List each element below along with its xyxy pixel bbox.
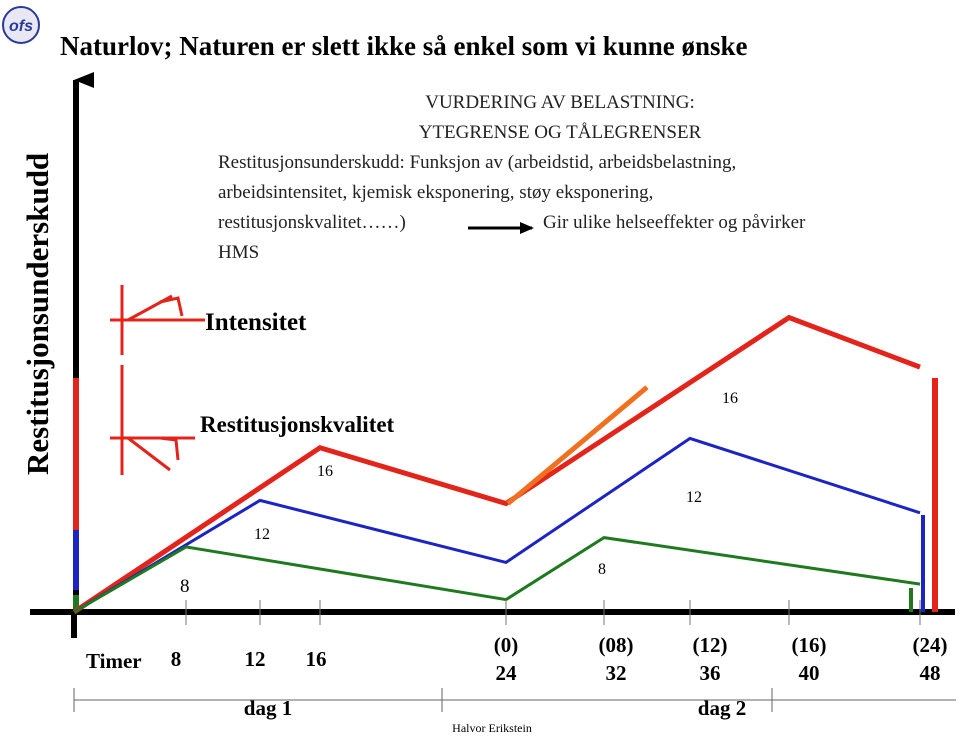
body-line-1: VURDERING AV BELASTNING:	[425, 92, 695, 113]
label-blue-peak2: 12	[686, 489, 702, 506]
label-red-peak2: 16	[722, 390, 738, 407]
author-credit: Halvor Erikstein	[452, 721, 532, 735]
x-tick-top-0: (0)	[494, 633, 519, 657]
x-tick-label-12: 12	[245, 647, 266, 671]
logo-text: ofs	[9, 18, 33, 35]
description-text	[218, 92, 806, 263]
legend-intensitet: Intensitet	[205, 309, 307, 336]
x-tick-bottom-1: 32	[606, 661, 627, 685]
series-line-16	[74, 318, 920, 613]
x-tick-bottom-3: 40	[799, 661, 820, 685]
day-brackets	[74, 688, 956, 712]
label-green-peak1: 8	[180, 576, 190, 597]
label-green-peak2: 8	[598, 561, 606, 578]
label-blue-peak1: 12	[254, 526, 270, 543]
body-line-3: Restitusjonsunderskudd: Funksjon av (arbeidstid, arbeidsbelastning,	[218, 152, 736, 173]
body-line-5: restitusjonskvalitet……)	[218, 212, 406, 233]
restitusjonskvalitet-symbol	[110, 365, 195, 475]
series-line-8	[74, 538, 920, 612]
x-tick-top-2: (12)	[693, 633, 728, 657]
chart-series	[74, 317, 920, 612]
x-tick-bottom-0: 24	[496, 661, 518, 685]
day2-label: dag 2	[698, 696, 746, 720]
x-tick-label-16: 16	[306, 647, 327, 671]
intensitet-symbol	[110, 285, 205, 355]
red-series-orange-highlight	[508, 387, 647, 503]
x-tick-top-4: (24)	[913, 633, 948, 657]
ofs-logo	[3, 7, 39, 43]
x-axis-title: Timer	[86, 649, 142, 673]
slide-title: Naturlov; Naturen er slett ikke så enkel som vi kunne ønske	[60, 31, 748, 61]
x-tick-label-8: 8	[171, 647, 182, 671]
x-tick-bottom-2: 36	[700, 661, 721, 685]
label-red-peak1: 16	[317, 463, 333, 480]
arrow-text: Gir ulike helseeffekter og påvirker	[543, 212, 806, 233]
legend-restitusjonskvalitet: Restitusjonskvalitet	[200, 412, 395, 437]
body-line-4: arbeidsintensitet, kjemisk eksponering, støy eksponering,	[218, 182, 653, 203]
x-tick-top-1: (08)	[599, 633, 634, 657]
x-tick-bottom-4: 48	[920, 661, 941, 685]
x-tick-top-3: (16)	[792, 633, 827, 657]
body-line-6: HMS	[218, 242, 259, 263]
y-axis-label: Restitusjonsunderskudd	[20, 153, 55, 475]
body-line-2: YTEGRENSE OG TÅLEGRENSER	[419, 122, 702, 143]
day1-label: dag 1	[244, 696, 292, 720]
